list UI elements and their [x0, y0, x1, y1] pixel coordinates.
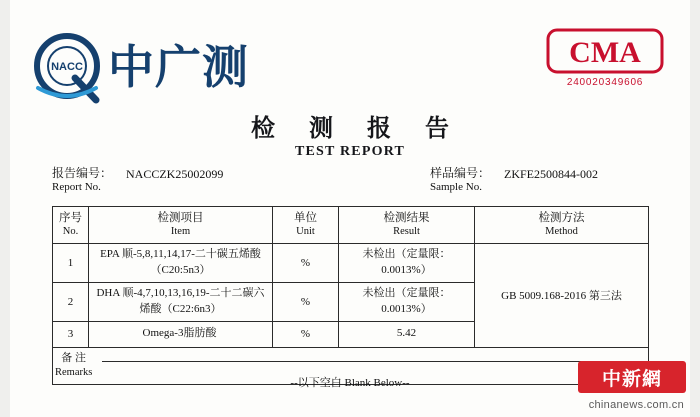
logo-text: 中广测 [108, 41, 249, 93]
report-meta [0, 166, 700, 200]
cell-result: 5.42 [339, 321, 475, 347]
cma-number: 240020349606 [566, 77, 644, 88]
column-header-no [53, 207, 89, 244]
report-header [0, 22, 700, 102]
cell-unit: % [273, 282, 339, 321]
sample-no-label-cn: 样品编号： [430, 166, 491, 180]
cma-mark-block [540, 28, 670, 88]
nacc-logo-icon [28, 30, 106, 108]
cell-unit: % [273, 321, 339, 347]
column-header-item-en: Item [170, 225, 191, 237]
column-header-method [475, 207, 649, 244]
cell-no: 2 [53, 282, 89, 321]
cell-no: 1 [53, 244, 89, 283]
results-table [52, 206, 649, 385]
table-row [53, 244, 649, 283]
report-no-label-cn: 报告编号： [52, 166, 113, 180]
cell-no: 3 [53, 321, 89, 347]
column-header-result-en: Result [393, 225, 420, 237]
column-header-no-cn: 序号 [59, 211, 82, 224]
site-url: chinanews.com.cn [588, 399, 684, 411]
svg-text:CMA: CMA [569, 36, 641, 69]
column-header-item [89, 207, 273, 244]
sample-no-group [430, 166, 598, 195]
column-header-method-en: Method [545, 225, 578, 237]
column-header-no-en: No. [62, 225, 79, 237]
report-no-value: NACCZK25002099 [126, 167, 224, 181]
column-header-result-cn: 检测结果 [383, 211, 430, 224]
svg-text:NACC: NACC [51, 61, 83, 73]
remarks-rule [102, 361, 646, 362]
column-header-unit-en: Unit [296, 225, 315, 237]
cell-method: GB 5009.168-2016 第三法 [475, 244, 649, 348]
cma-icon [546, 28, 664, 74]
company-logo [28, 30, 249, 108]
column-header-method-cn: 检测方法 [538, 211, 585, 224]
sample-no-value: ZKFE2500844-002 [504, 167, 599, 181]
cell-item: Omega-3脂肪酸 [89, 321, 273, 347]
cell-item: EPA 顺-5,8,11,14,17-二十碳五烯酸（C20:5n3） [89, 244, 273, 283]
column-header-unit [273, 207, 339, 244]
cell-result: 未检出（定量限：0.0013%） [339, 282, 475, 321]
report-no-label [52, 166, 112, 195]
remarks-label-cn: 备 注 [61, 352, 87, 365]
blank-below-note: --以下空白 Blank Below-- [290, 377, 410, 389]
column-header-unit-cn: 单位 [294, 211, 317, 224]
cell-unit: % [273, 244, 339, 283]
cell-item: DHA 顺-4,7,10,13,16,19-二十二碳六烯酸（C22:6n3） [89, 282, 273, 321]
cell-result: 未检出（定量限：0.0013%） [339, 244, 475, 283]
report-title-cn: 检 测 报 告 [251, 116, 463, 142]
remarks-label-en: Remarks [55, 367, 93, 379]
report-title-en: TEST REPORT [294, 144, 406, 159]
report-no-group [52, 166, 223, 195]
watermark-text: 中新網 [601, 368, 662, 390]
chinanews-watermark [578, 361, 686, 393]
column-header-item-cn: 检测项目 [157, 211, 204, 224]
sample-no-label [430, 166, 490, 195]
sample-no-label-en: Sample No. [430, 181, 482, 193]
report-no-label-en: Report No. [52, 181, 101, 193]
column-header-result [339, 207, 475, 244]
table-header-row [53, 207, 649, 244]
